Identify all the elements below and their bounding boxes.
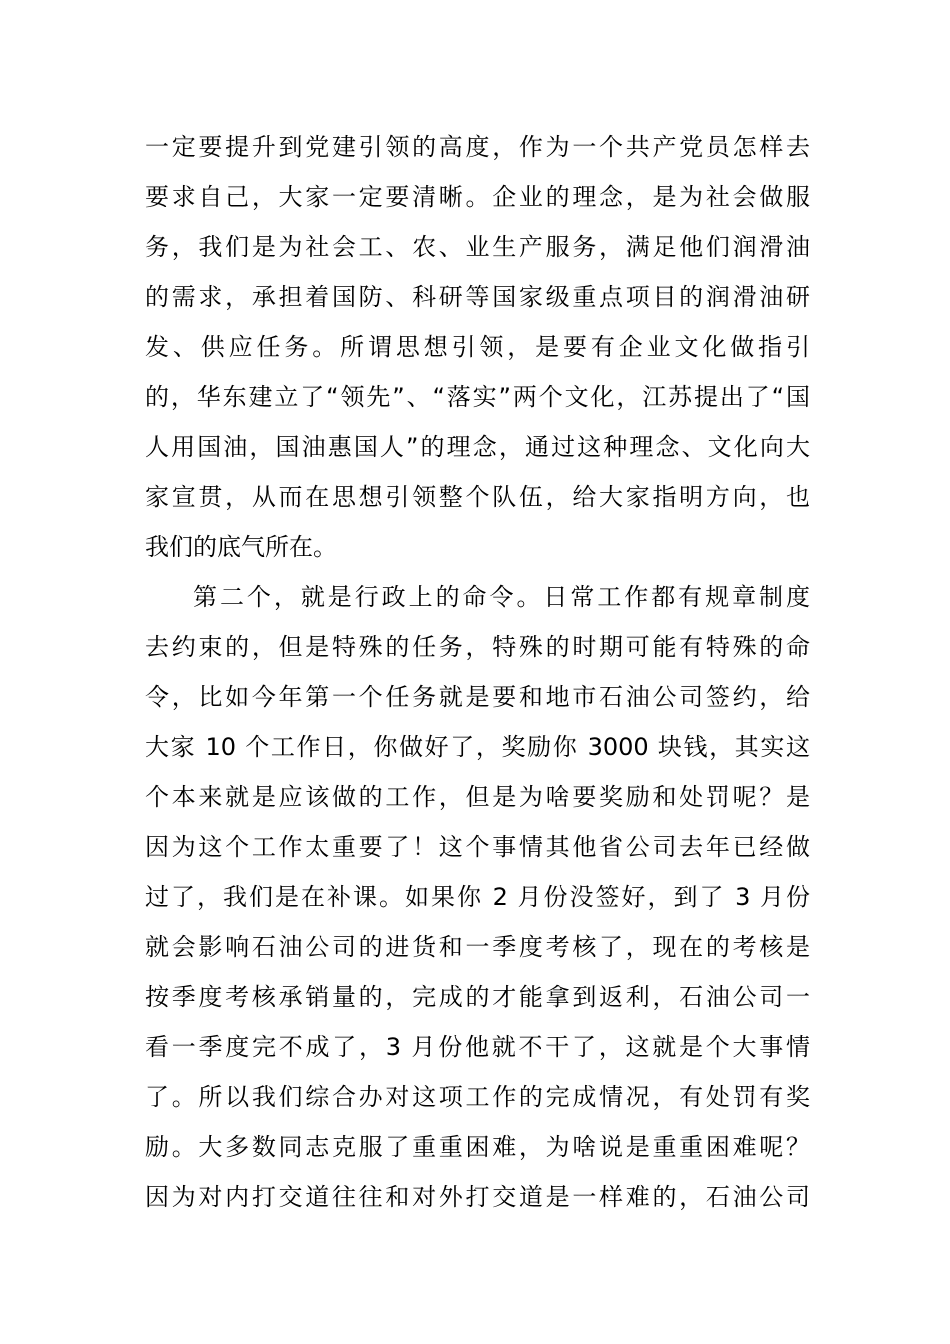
paragraph-2 xyxy=(145,572,810,1222)
text-line: 大家 10 个工作日，你做好了，奖励你 3000 块钱，其实这 xyxy=(145,733,810,761)
text-line: 令，比如今年第一个任务就是要和地市石油公司签约，给 xyxy=(145,683,810,711)
text-line: 家宣贯，从而在思想引领整个队伍，给大家指明方向，也 xyxy=(145,483,810,511)
text-line: 了。所以我们综合办对这项工作的完成情况，有处罚有奖 xyxy=(145,1083,810,1111)
text-line: 个本来就是应该做的工作，但是为啥要奖励和处罚呢？是 xyxy=(145,783,810,811)
text-line: 发、供应任务。所谓思想引领，是要有企业文化做指引 xyxy=(145,333,810,361)
text-line: 要求自己，大家一定要清晰。企业的理念，是为社会做服 xyxy=(145,183,810,211)
text-line: 人用国油，国油惠国人”的理念，通过这种理念、文化向大 xyxy=(145,433,810,461)
document-body xyxy=(145,122,810,1222)
text-line: 的需求，承担着国防、科研等国家级重点项目的润滑油研 xyxy=(145,283,810,311)
text-line: 务，我们是为社会工、农、业生产服务，满足他们润滑油 xyxy=(145,233,810,261)
text-line: 看一季度完不成了，3 月份他就不干了，这就是个大事情 xyxy=(145,1033,810,1061)
paragraph-1 xyxy=(145,122,810,572)
text-line: 因为对内打交道往往和对外打交道是一样难的，石油公司 xyxy=(145,1183,810,1211)
text-line: 励。大多数同志克服了重重困难，为啥说是重重困难呢？ xyxy=(145,1133,810,1161)
text-line: 就会影响石油公司的进货和一季度考核了，现在的考核是 xyxy=(145,933,810,961)
text-line: 我们的底气所在。 xyxy=(145,533,337,561)
text-line: 按季度考核承销量的，完成的才能拿到返利，石油公司一 xyxy=(145,983,810,1011)
text-line: 因为这个工作太重要了！这个事情其他省公司去年已经做 xyxy=(145,833,810,861)
text-line: 过了，我们是在补课。如果你 2 月份没签好，到了 3 月份 xyxy=(145,883,810,911)
text-line: 去约束的，但是特殊的任务，特殊的时期可能有特殊的命 xyxy=(145,633,810,661)
text-line: 第二个，就是行政上的命令。日常工作都有规章制度 xyxy=(193,583,810,611)
text-line: 一定要提升到党建引领的高度，作为一个共产党员怎样去 xyxy=(145,133,810,161)
text-line: 的，华东建立了“领先”、“落实”两个文化，江苏提出了“国 xyxy=(145,383,810,411)
